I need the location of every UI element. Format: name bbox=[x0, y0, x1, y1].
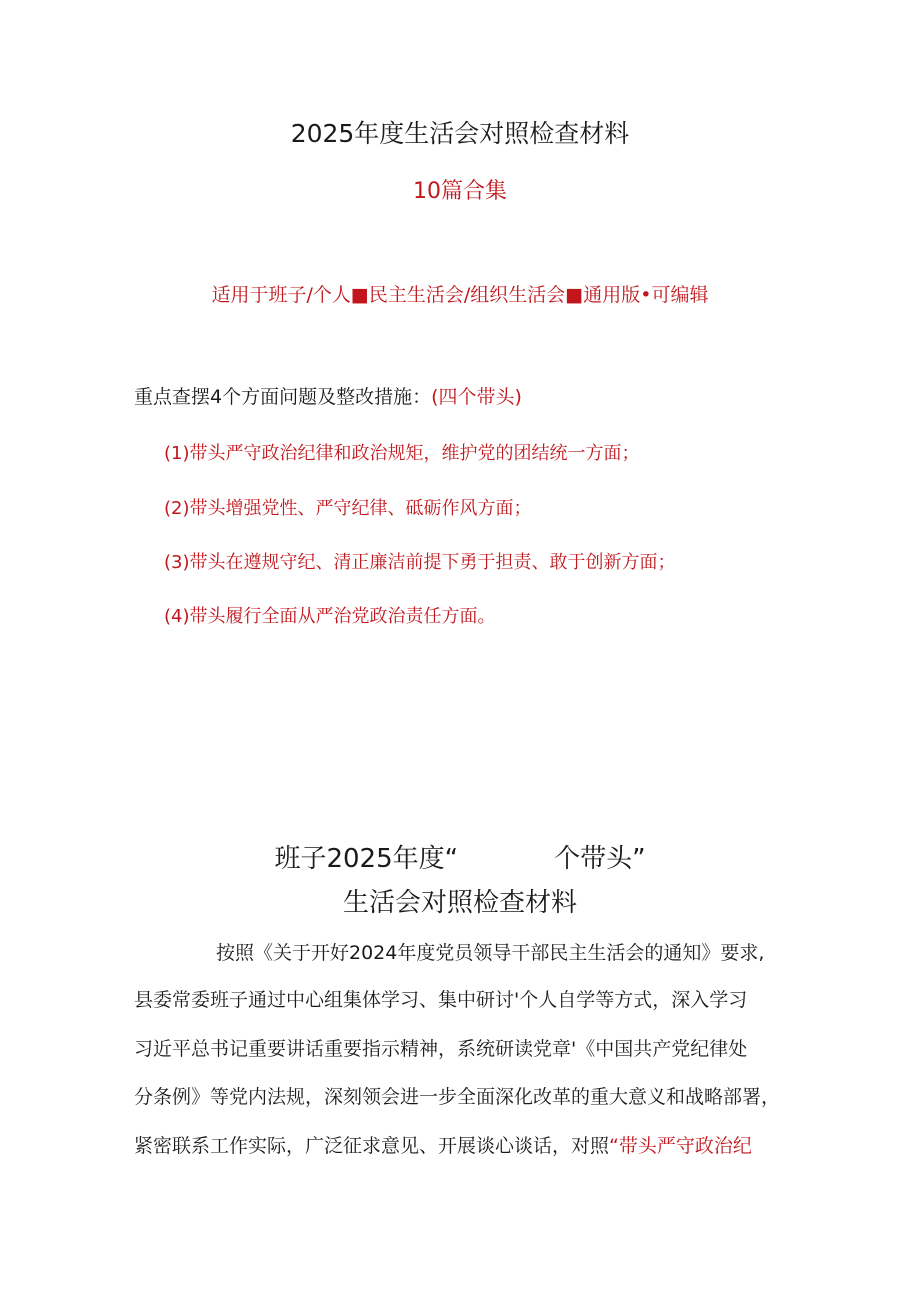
list-item: (2)带头增强党性、严守纪律、砥砺作风方面； bbox=[164, 498, 532, 519]
document-subtitle: 10篇合集 bbox=[413, 179, 507, 204]
paragraph-line: 习近平总书记重要讲话重要指示精神，系统研读党章'《中国共产党纪律处 bbox=[134, 1038, 748, 1060]
list-item: (3)带头在遵规守纪、清正廉洁前提下勇于担责、敢于创新方面； bbox=[164, 552, 676, 573]
paragraph-line: 按照《关于开好2024年度党员领导干部民主生活会的通知》要求, bbox=[216, 942, 765, 964]
paragraph-line-last bbox=[134, 1137, 752, 1156]
scope-note: 适用于班子/个人■民主生活会/组织生活会■通用版•可编辑 bbox=[211, 284, 709, 306]
section-heading-line2: 生活会对照检查材料 bbox=[342, 888, 577, 918]
list-item: (1)带头严守政治纪律和政治规矩，维护党的团结统一方面； bbox=[164, 443, 640, 464]
intro-text: 重点查摆4个方面问题及整改措施： bbox=[134, 386, 432, 408]
paragraph-line: 分条例》等党内法规，深刻领会进一步全面深化改革的重大意义和战略部署， bbox=[134, 1086, 781, 1108]
document-title: 2025年度生活会对照检查材料 bbox=[290, 119, 630, 148]
paragraph-line: 县委常委班子通过中心组集体学习、集中研讨'个人自学等方式，深入学习 bbox=[134, 989, 748, 1011]
paragraph-text: 紧密联系工作实际，广泛征求意见、开展谈心谈话，对照 bbox=[134, 1135, 610, 1157]
intro-line bbox=[134, 388, 522, 407]
section-heading-line1 bbox=[0, 846, 920, 872]
list-item: (4)带头履行全面从严治党政治责任方面。 bbox=[164, 606, 496, 627]
intro-highlight: (四个带头) bbox=[431, 386, 522, 408]
paragraph-highlight: “带头严守政治纪 bbox=[609, 1135, 752, 1157]
section-heading-part2: 个带头” bbox=[554, 844, 646, 874]
section-heading-part1: 班子2025年度“ bbox=[274, 844, 459, 874]
